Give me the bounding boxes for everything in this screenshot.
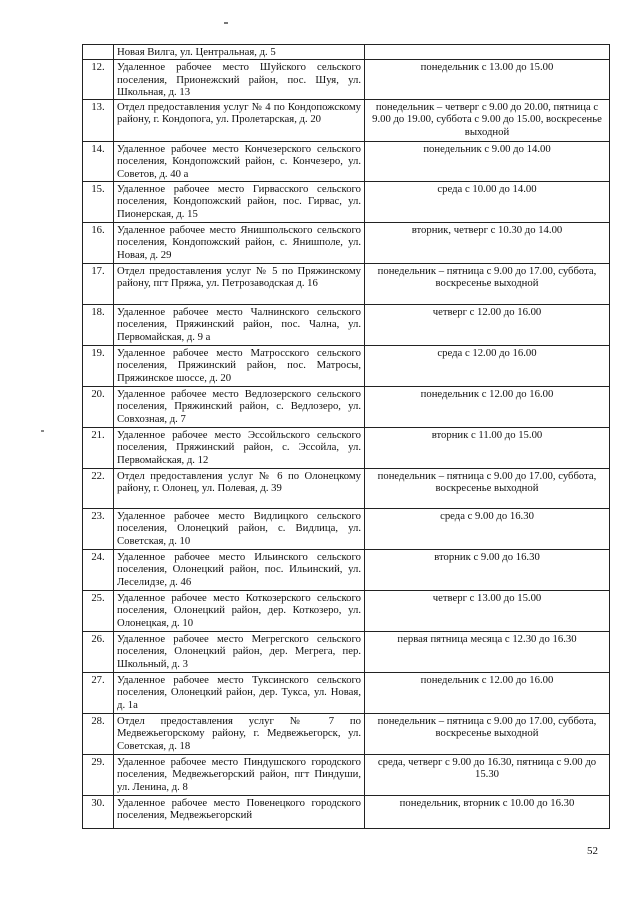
table-row	[83, 754, 610, 795]
table-row	[83, 590, 610, 631]
row-address: Удаленное рабочее место Янишпольского сельского поселения, Кондопожский район, с. Янишполе, ул. Новая, д. 29	[114, 222, 365, 263]
row-schedule: среда, четверг с 9.00 до 16.30, пятница с 9.00 до 15.30	[365, 754, 610, 795]
offices-table-body	[83, 45, 610, 829]
row-schedule: среда с 9.00 до 16.30	[365, 508, 610, 549]
row-number: 30.	[83, 795, 114, 828]
row-schedule: понедельник с 12.00 до 16.00	[365, 672, 610, 713]
row-number: 15.	[83, 181, 114, 222]
row-address: Удаленное рабочее место Ведлозерского сельского поселения, Пряжинский район, с. Ведлозеро, ул. Совхозная, д. 7	[114, 386, 365, 427]
row-number: 16.	[83, 222, 114, 263]
row-number: 28.	[83, 713, 114, 754]
table-row	[83, 222, 610, 263]
table-row	[83, 508, 610, 549]
row-number: 23.	[83, 508, 114, 549]
table-row	[83, 386, 610, 427]
row-address: Удаленное рабочее место Кончезерского сельского поселения, Кондопожский район, с. Кончезеро, ул. Советов, д. 40 а	[114, 141, 365, 181]
row-address: Удаленное рабочее место Эссойльского сельского поселения, Пряжинский район, с. Эссойла, ул. Первомайская, д. 12	[114, 427, 365, 468]
row-address: Удаленное рабочее место Коткозерского сельского поселения, Олонецкий район, дер. Коткозеро, ул. Олонецкая, д. 10	[114, 590, 365, 631]
row-schedule: понедельник с 9.00 до 14.00	[365, 141, 610, 181]
row-address: Удаленное рабочее место Повенецкого городского поселения, Медвежьегорский	[114, 795, 365, 828]
table-row	[83, 304, 610, 345]
row-number: 24.	[83, 549, 114, 590]
row-schedule	[365, 45, 610, 60]
row-address: Удаленное рабочее место Туксинского сельского поселения, Олонецкий район, дер. Тукса, ул. Новая, д. 1а	[114, 672, 365, 713]
row-address: Удаленное рабочее место Чалнинского сельского поселения, Пряжинский район, пос. Чална, ул. Первомайская, д. 9 а	[114, 304, 365, 345]
row-number: 26.	[83, 631, 114, 672]
row-address: Удаленное рабочее место Шуйского сельского поселения, Прионежский район, пос. Шуя, ул. Школьная, д. 13	[114, 60, 365, 100]
row-address: Удаленное рабочее место Мегрегского сельского поселения, Олонецкий район, дер. Мегрега, пер. Школьный, д. 3	[114, 631, 365, 672]
row-schedule: понедельник – пятница с 9.00 до 17.00, суббота, воскресенье выходной	[365, 713, 610, 754]
row-number: 18.	[83, 304, 114, 345]
table-row	[83, 181, 610, 222]
table-row	[83, 263, 610, 304]
offices-table	[82, 44, 610, 829]
row-number: 13.	[83, 99, 114, 141]
row-schedule: вторник с 11.00 до 15.00	[365, 427, 610, 468]
row-number: 19.	[83, 345, 114, 386]
row-schedule: понедельник, вторник с 10.00 до 16.30	[365, 795, 610, 828]
table-row	[83, 345, 610, 386]
table-row	[83, 795, 610, 828]
row-number: 21.	[83, 427, 114, 468]
row-number: 22.	[83, 468, 114, 508]
row-number: 20.	[83, 386, 114, 427]
scan-speck	[224, 22, 228, 24]
row-address: Отдел предоставления услуг № 4 по Кондопожскому району, г. Кондопога, ул. Пролетарская, д. 20	[114, 99, 365, 141]
table-row	[83, 672, 610, 713]
row-number: 14.	[83, 141, 114, 181]
table-row	[83, 427, 610, 468]
row-schedule: четверг с 13.00 до 15.00	[365, 590, 610, 631]
table-row	[83, 99, 610, 141]
row-number: 12.	[83, 60, 114, 100]
row-address: Удаленное рабочее место Пиндушского городского поселения, Медвежьегорский район, пгт Пиндуши, ул. Ленина, д. 8	[114, 754, 365, 795]
row-number: 27.	[83, 672, 114, 713]
scan-speck	[41, 430, 44, 432]
row-address: Отдел предоставления услуг № 6 по Олонецкому району, г. Олонец, ул. Полевая, д. 39	[114, 468, 365, 508]
row-schedule: понедельник с 13.00 до 15.00	[365, 60, 610, 100]
table-row	[83, 468, 610, 508]
table-row	[83, 141, 610, 181]
table-row	[83, 713, 610, 754]
table-row	[83, 60, 610, 100]
row-address: Отдел предоставления услуг № 7 по Медвежьегорскому району, г. Медвежьегорск, ул. Советская, д. 18	[114, 713, 365, 754]
row-schedule: среда с 10.00 до 14.00	[365, 181, 610, 222]
row-schedule: понедельник с 12.00 до 16.00	[365, 386, 610, 427]
row-schedule: понедельник – пятница с 9.00 до 17.00, суббота, воскресенье выходной	[365, 263, 610, 304]
row-address: Удаленное рабочее место Видлицкого сельского поселения, Олонецкий район, с. Видлица, ул. Советская, д. 10	[114, 508, 365, 549]
row-address: Удаленное рабочее место Матросского сельского поселения, Пряжинский район, пос. Матросы, Пряжинское шоссе, д. 20	[114, 345, 365, 386]
row-schedule: понедельник – пятница с 9.00 до 17.00, суббота, воскресенье выходной	[365, 468, 610, 508]
row-schedule: первая пятница месяца с 12.30 до 16.30	[365, 631, 610, 672]
row-address: Отдел предоставления услуг № 5 по Пряжинскому району, пгт Пряжа, ул. Петрозаводская д. 16	[114, 263, 365, 304]
row-schedule: четверг с 12.00 до 16.00	[365, 304, 610, 345]
page-number: 52	[587, 845, 598, 857]
row-schedule: среда с 12.00 до 16.00	[365, 345, 610, 386]
table-row	[83, 549, 610, 590]
row-address: Новая Вилга, ул. Центральная, д. 5	[114, 45, 365, 60]
row-schedule: вторник с 9.00 до 16.30	[365, 549, 610, 590]
row-number: 17.	[83, 263, 114, 304]
row-number: 29.	[83, 754, 114, 795]
row-number: 25.	[83, 590, 114, 631]
table-row	[83, 45, 610, 60]
row-number	[83, 45, 114, 60]
table-row	[83, 631, 610, 672]
row-address: Удаленное рабочее место Ильинского сельского поселения, Олонецкий район, пос. Ильинский, ул. Леселидзе, д. 46	[114, 549, 365, 590]
row-schedule: понедельник – четверг с 9.00 до 20.00, пятница с 9.00 до 19.00, суббота с 9.00 до 15.00, воскресенье выходной	[365, 99, 610, 141]
row-address: Удаленное рабочее место Гирвасского сельского поселения, Кондопожский район, пос. Гирвас, ул. Пионерская, д. 15	[114, 181, 365, 222]
row-schedule: вторник, четверг с 10.30 до 14.00	[365, 222, 610, 263]
